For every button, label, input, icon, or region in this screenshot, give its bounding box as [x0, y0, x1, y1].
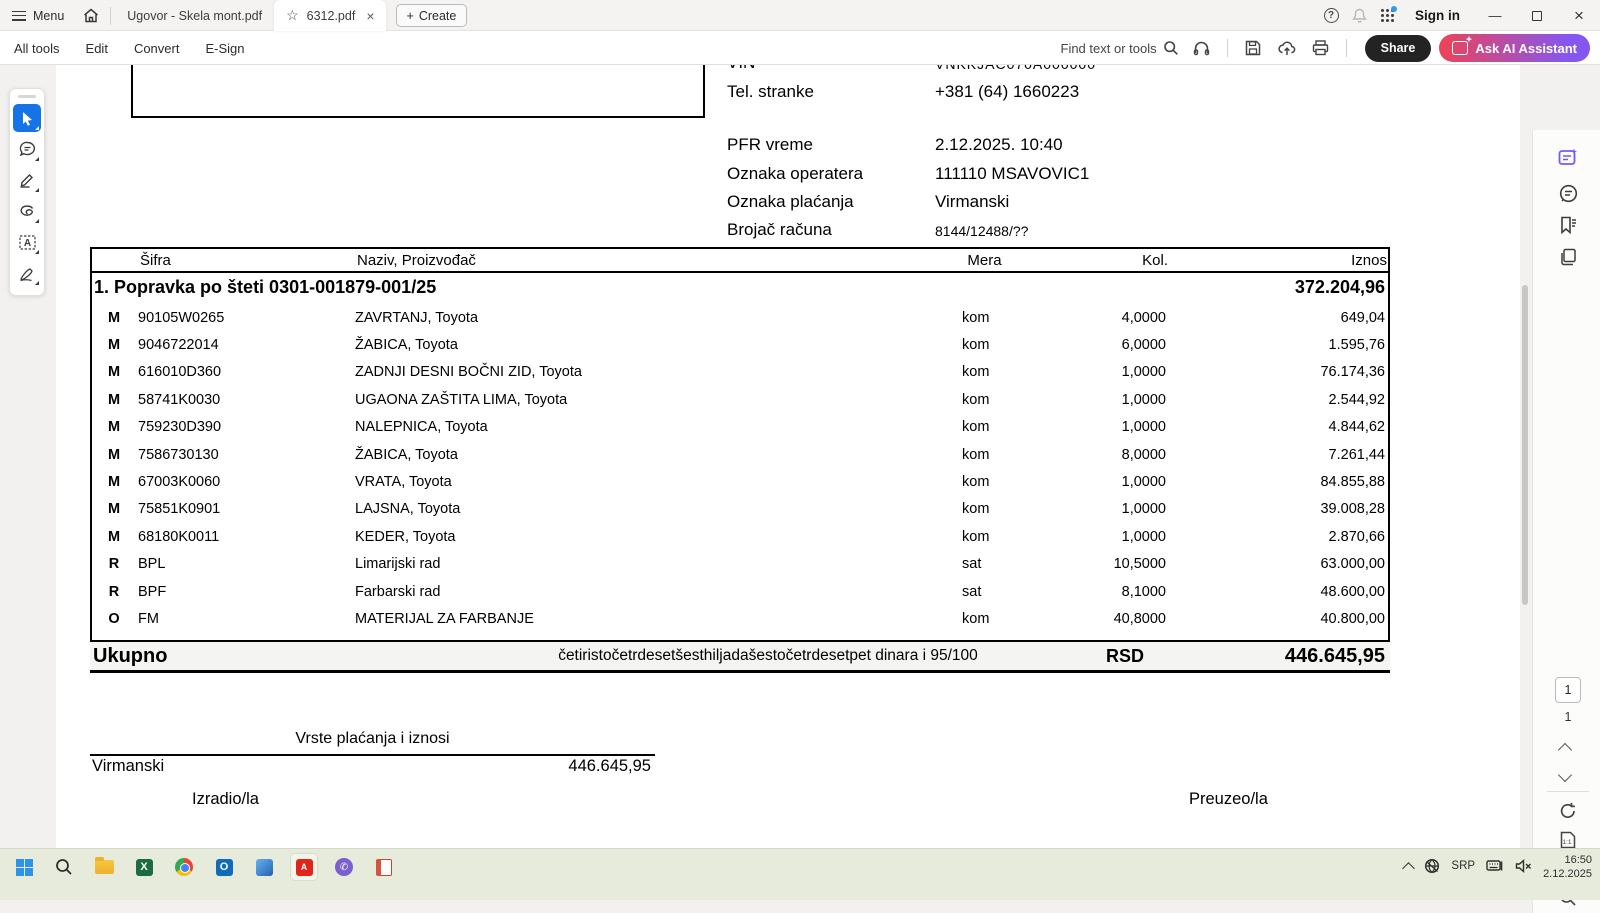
rotate-icon [1559, 802, 1577, 820]
read-aloud-button[interactable] [1189, 35, 1215, 61]
next-page-button[interactable] [1558, 768, 1572, 782]
outlook-button[interactable] [210, 853, 238, 881]
table-row: M 58741K0030 UGAONA ZAŠTITA LIMA, Toyota kom 1,0000 2.544,92 [107, 391, 1385, 408]
help-button[interactable] [1317, 0, 1345, 31]
notes-app-icon [376, 859, 392, 876]
divider [1346, 39, 1347, 57]
issued-by-label: Izradio/la [192, 790, 259, 808]
col-iznos: Iznos [1351, 251, 1387, 269]
folder-icon [95, 860, 114, 874]
apps-grid-button[interactable] [1373, 0, 1401, 31]
section-total: 372.204,96 [1294, 277, 1385, 297]
highlight-tool-button[interactable] [13, 166, 41, 194]
excel-button[interactable] [130, 853, 158, 881]
menu-button[interactable] [0, 0, 76, 31]
svg-text:1:1: 1:1 [1562, 839, 1572, 846]
divider [1227, 39, 1228, 57]
date-label: 2.12.2025 [1543, 867, 1592, 880]
excel-icon: X [136, 859, 153, 876]
table-row: M 68180K0011 KEDER, Toyota kom 1,0000 2.870,66 [107, 528, 1385, 545]
vertical-scrollbar[interactable] [1522, 285, 1528, 605]
select-tool-button[interactable] [13, 104, 41, 132]
table-row: M 9046722014 ŽABICA, Toyota kom 6,0000 1.595,76 [107, 337, 1385, 354]
taskbar-search-button[interactable] [50, 853, 78, 881]
table-rows [90, 304, 1390, 633]
ask-ai-assistant-button[interactable] [1439, 34, 1590, 62]
tab-ugovor[interactable] [115, 0, 274, 31]
divider [1547, 791, 1589, 792]
info-value: 111110 MSAVOVIC1 [935, 164, 1090, 183]
table-row: M 90105W0265 ZAVRTANJ, Toyota kom 4,0000 649,04 [107, 309, 1385, 326]
previous-page-button[interactable] [1558, 743, 1572, 757]
payments-title: Vrste plaćanja i iznosi [295, 730, 450, 747]
tab-6312-active[interactable] [274, 0, 385, 31]
menu-label: Menu [33, 8, 65, 23]
star-icon[interactable]: ☆ [286, 7, 299, 23]
table-row: M 7586730130 ŽABICA, Toyota kom 8,0000 7.261,44 [107, 446, 1385, 463]
ai-assistant-icon [1558, 148, 1578, 167]
total-amount: 446.645,95 [1284, 644, 1385, 667]
info-label: PFR vreme [727, 135, 813, 154]
comment-icon [19, 141, 36, 157]
tray-overflow-chevron[interactable] [1403, 862, 1416, 875]
comments-panel-button[interactable] [1557, 182, 1579, 204]
outlook-icon: O [216, 859, 233, 876]
time-label: 16:50 [1564, 853, 1592, 866]
svg-text:A: A [23, 237, 31, 249]
language-indicator[interactable]: SRP [1451, 860, 1476, 872]
ai-label: Ask AI Assistant [1475, 40, 1577, 56]
col-sifra: Šifra [140, 251, 171, 269]
col-naziv: Naziv, Proizvođač [357, 251, 476, 269]
info-value: 2.12.2025. 10:40 [935, 135, 1063, 154]
right-panel-rail [1532, 130, 1600, 913]
rotate-page-button[interactable] [1557, 800, 1579, 822]
notification-dot [1391, 6, 1397, 12]
maximize-icon [1532, 11, 1542, 21]
printer-icon [1312, 40, 1329, 56]
lasso-icon [19, 204, 35, 218]
window-maximize-button[interactable] [1516, 0, 1558, 31]
comment-tool-button[interactable] [13, 135, 41, 163]
create-button[interactable] [396, 4, 468, 27]
table-row: M 67003K0060 VRATA, Toyota kom 1,0000 84.855,88 [107, 474, 1385, 491]
bookmark-icon [1559, 216, 1577, 234]
print-button[interactable] [1308, 35, 1334, 61]
search-icon [55, 858, 73, 876]
clipped-info-box [131, 59, 705, 118]
home-icon [83, 8, 99, 23]
currency-label: RSD [1105, 645, 1144, 666]
total-in-words: četiristočetrdesetšesthiljadašestočetrdesetpet dinara i 95/100 [558, 647, 978, 664]
headphones-icon [1193, 40, 1210, 56]
toolbar [0, 31, 1600, 65]
acrobat-icon: A [296, 859, 313, 876]
acrobat-button-active[interactable] [290, 853, 318, 881]
received-by-label: Preuzeo/la [1189, 790, 1268, 808]
ai-assistant-panel-button[interactable] [1557, 146, 1579, 168]
notes-app-button[interactable] [370, 853, 398, 881]
viber-button[interactable] [330, 853, 358, 881]
create-label: Create [418, 8, 457, 23]
rail-grip[interactable] [18, 95, 36, 98]
home-button[interactable] [76, 0, 106, 31]
section-row [90, 277, 1390, 303]
plus-icon: + [406, 8, 414, 23]
table-row: O FM MATERIJAL ZA FARBANJE kom 40,8000 40.800,00 [108, 610, 1385, 627]
blue-app-icon [256, 859, 273, 876]
speaker-muted-icon[interactable] [1515, 859, 1532, 873]
payment-method: Virmanski [92, 757, 165, 775]
file-explorer-button[interactable] [90, 853, 118, 881]
add-text-tool-button[interactable] [13, 228, 41, 256]
tab-label: Ugovor - Skela mont.pdf [127, 8, 263, 23]
info-value: +381 (64) 1660223 [935, 82, 1080, 101]
tab-close-icon[interactable]: × [366, 7, 375, 24]
comments-icon [1559, 184, 1578, 203]
tab-esign[interactable]: E-Sign [205, 40, 245, 56]
info-label: Brojač računa [727, 220, 832, 239]
cursor-icon [21, 111, 34, 126]
table-row: M 616010D360 ZADNJI DESNI BOČNI ZID, Toyota kom 1,0000 76.174,36 [107, 364, 1385, 381]
save-icon [1245, 40, 1261, 56]
pdf-page[interactable] [56, 65, 1520, 848]
table-row: M 759230D390 NALEPNICA, Toyota kom 1,0000 4.844,62 [107, 419, 1385, 436]
info-value: Virmanski [935, 192, 1010, 211]
tab-label: 6312.pdf [306, 8, 356, 23]
sign-tool-button[interactable] [13, 259, 41, 287]
search-icon [1163, 40, 1179, 56]
ai-chat-icon [1452, 41, 1468, 55]
col-mera: Mera [967, 251, 1002, 269]
sign-in-button[interactable]: Sign in [1415, 8, 1460, 23]
table-row: R BPL Limarijski rad sat 10,5000 63.000,00 [108, 556, 1385, 573]
total-row [90, 640, 1390, 673]
titlebar [0, 0, 1600, 31]
network-offline-icon[interactable] [1424, 858, 1440, 874]
save-button[interactable] [1240, 35, 1266, 61]
find-text-button[interactable] [1061, 40, 1181, 56]
hamburger-icon [12, 11, 26, 21]
taskbar-clock[interactable] [1543, 851, 1592, 882]
table-row: M 75851K0901 LAJSNA, Toyota kom 1,0000 39.008,28 [107, 501, 1385, 518]
draw-tool-button[interactable] [13, 197, 41, 225]
windows-taskbar [0, 848, 1600, 900]
info-label: Oznaka plaćanja [727, 192, 854, 211]
upload-cloud-button[interactable] [1274, 35, 1300, 61]
section-title: 1. Popravka po šteti 0301-001879-001/25 [94, 277, 437, 297]
document-area [0, 65, 1600, 848]
window-minimize-button[interactable]: — [1488, 8, 1502, 23]
table-row: R BPF Farbarski rad sat 8,1000 48.600,00 [108, 583, 1385, 600]
text-box-icon [19, 235, 36, 250]
bell-icon [1352, 8, 1367, 24]
payment-amount: 446.645,95 [568, 757, 651, 775]
start-button[interactable] [10, 853, 38, 881]
cloud-upload-icon [1278, 40, 1296, 56]
bookmarks-panel-button[interactable] [1557, 214, 1579, 236]
pencil-icon [19, 172, 35, 188]
blue-app-button[interactable] [250, 853, 278, 881]
notifications-button[interactable] [1345, 0, 1373, 31]
info-label: Tel. stranke [727, 82, 814, 101]
viber-icon: ✆ [335, 858, 353, 876]
current-page-input[interactable]: 1 [1555, 677, 1581, 703]
pages-icon [1559, 248, 1577, 266]
table-header [90, 247, 1390, 273]
total-label: Ukupno [93, 644, 168, 667]
chrome-button[interactable] [170, 853, 198, 881]
chrome-icon [175, 858, 193, 876]
col-kol: Kol. [1142, 251, 1168, 269]
tool-rail [9, 88, 45, 296]
info-label: Oznaka operatera [727, 164, 864, 183]
tab-edit[interactable]: Edit [85, 40, 108, 56]
signature-pen-icon [19, 266, 36, 281]
find-label: Find text or tools [1060, 40, 1157, 56]
total-pages-label: 1 [1564, 710, 1572, 724]
window-close-button[interactable]: × [1574, 5, 1584, 25]
share-button[interactable]: Share [1365, 35, 1432, 62]
fit-page-icon [1560, 831, 1576, 849]
page-thumbnails-panel-button[interactable] [1557, 246, 1579, 268]
touch-keyboard-icon[interactable] [1486, 859, 1504, 873]
payments-divider [90, 754, 655, 756]
divider [110, 7, 111, 25]
help-icon: ? [1324, 8, 1339, 23]
windows-logo-icon [16, 859, 33, 876]
tab-all-tools[interactable]: All tools [14, 40, 60, 56]
info-value: 8144/12488/?? [935, 223, 1029, 239]
tab-convert[interactable]: Convert [133, 40, 180, 56]
